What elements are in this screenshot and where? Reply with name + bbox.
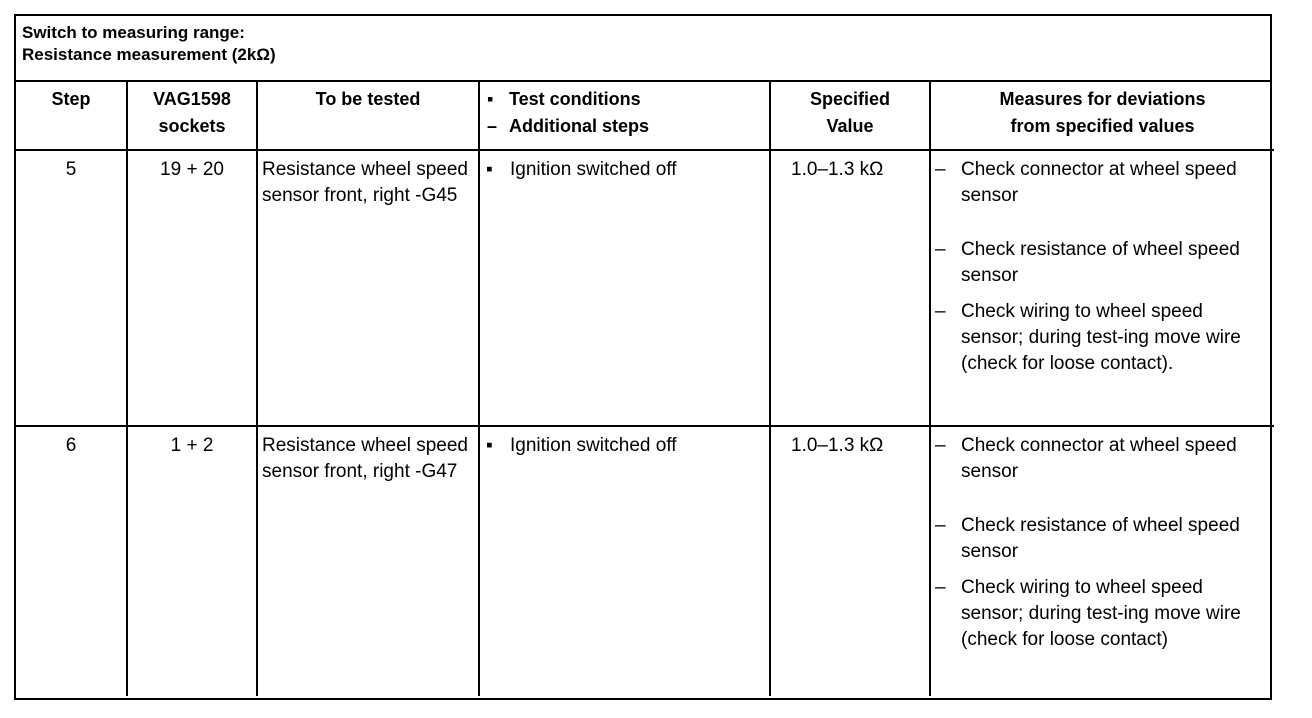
measure-item <box>935 513 1270 565</box>
header-step-label: Step <box>51 89 91 109</box>
condition-text: Ignition switched off <box>510 435 677 456</box>
measure-item <box>935 433 1270 485</box>
dash-bullet-icon: – <box>935 515 946 536</box>
step-cell: 5 <box>16 150 127 426</box>
measure-item <box>935 299 1270 377</box>
test-table-frame <box>14 14 1272 700</box>
header-spec-line-2: Value <box>826 116 874 136</box>
square-bullet-icon: ▪ <box>487 89 494 109</box>
header-measures <box>930 82 1274 150</box>
header-spec-line-1: Specified <box>809 89 891 109</box>
measure-text: Check wiring to wheel speed sensor; during test-ing move wire (check for loose contact). <box>961 301 1241 374</box>
sockets-cell: 19 + 20 <box>127 150 257 426</box>
header-step <box>16 82 127 150</box>
measure-text: Check resistance of wheel speed sensor <box>961 515 1240 562</box>
specified-value-cell: 1.0–1.3 kΩ <box>770 426 930 696</box>
table-header-row <box>16 82 1274 150</box>
square-bullet-icon: ▪ <box>486 159 493 180</box>
header-specified-value <box>770 82 930 150</box>
to-be-tested-cell: Resistance wheel speed sensor front, right -G45 <box>257 150 479 426</box>
test-steps-table <box>16 82 1274 696</box>
measures-cell <box>930 150 1274 426</box>
header-tested-label: To be tested <box>315 89 421 109</box>
measuring-range-title <box>16 16 1270 82</box>
square-bullet-icon: ▪ <box>486 435 493 456</box>
specified-value-cell: 1.0–1.3 kΩ <box>770 150 930 426</box>
measure-item <box>935 575 1270 653</box>
header-test-conditions <box>479 82 770 150</box>
title-line-1: Switch to measuring range: <box>22 23 245 42</box>
step-cell: 6 <box>16 426 127 696</box>
header-sockets <box>127 82 257 150</box>
condition-text: Ignition switched off <box>510 159 677 180</box>
header-sockets-line-1: VAG1598 <box>153 89 231 109</box>
dash-bullet-icon: – <box>935 159 946 180</box>
dash-bullet-icon: – <box>935 435 946 456</box>
conditions-cell <box>479 426 770 696</box>
dash-bullet-icon: – <box>487 116 498 136</box>
measure-text: Check connector at wheel speed sensor <box>961 159 1237 206</box>
header-conditions-line-1: Test conditions <box>509 89 641 109</box>
header-measures-line-2: from specified values <box>1010 116 1195 136</box>
to-be-tested-cell: Resistance wheel speed sensor front, right -G47 <box>257 426 479 696</box>
table-row <box>16 426 1274 696</box>
header-sockets-line-2: sockets <box>158 116 226 136</box>
header-measures-line-1: Measures for deviations <box>999 89 1206 109</box>
conditions-cell <box>479 150 770 426</box>
measure-text: Check resistance of wheel speed sensor <box>961 239 1240 286</box>
measure-text: Check wiring to wheel speed sensor; during test-ing move wire (check for loose contact) <box>961 577 1241 650</box>
dash-bullet-icon: – <box>935 577 946 598</box>
sockets-cell: 1 + 2 <box>127 426 257 696</box>
dash-bullet-icon: – <box>935 239 946 260</box>
measures-cell <box>930 426 1274 696</box>
title-line-2: Resistance measurement (2kΩ) <box>22 45 276 64</box>
measure-text: Check connector at wheel speed sensor <box>961 435 1237 482</box>
table-row <box>16 150 1274 426</box>
header-to-be-tested <box>257 82 479 150</box>
header-conditions-line-2: Additional steps <box>509 116 650 136</box>
dash-bullet-icon: – <box>935 301 946 322</box>
measure-item <box>935 237 1270 289</box>
measure-item <box>935 157 1270 209</box>
